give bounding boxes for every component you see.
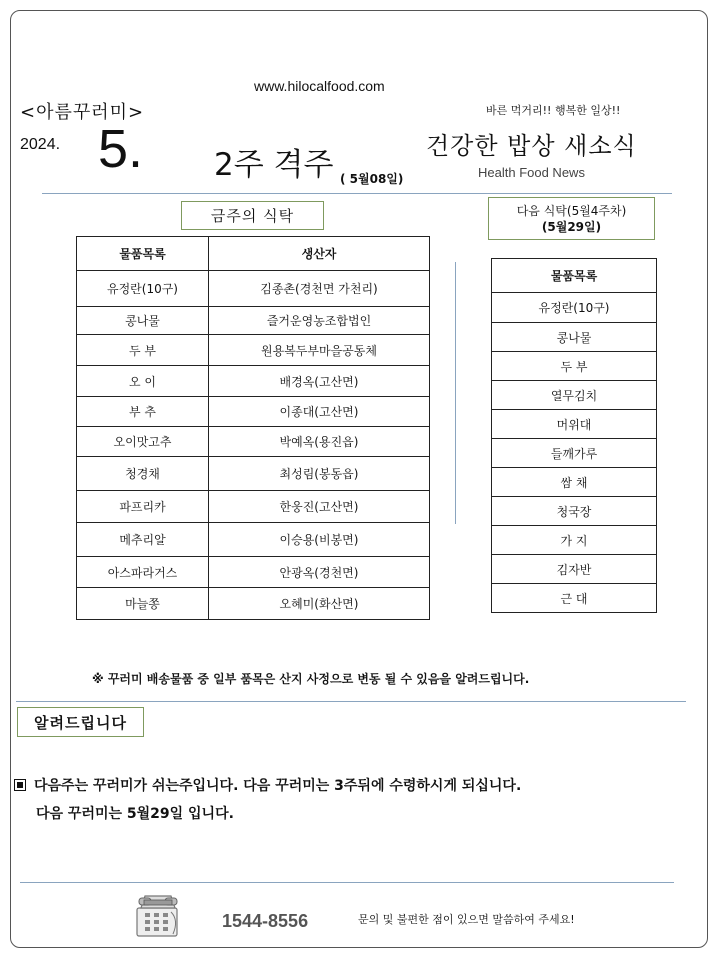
item-cell: 오이맛고추 (77, 427, 209, 457)
section-divider (16, 701, 686, 702)
item-cell: 두 부 (492, 352, 657, 381)
table-row (492, 526, 657, 555)
item-cell: 들깨가루 (492, 439, 657, 468)
issue-title: 2주 격주 (214, 147, 334, 183)
telephone-icon (135, 890, 181, 940)
item-cell: 오 이 (77, 366, 209, 397)
item-cell: 콩나물 (492, 323, 657, 352)
table-header-row (77, 237, 430, 271)
item-cell: 콩나물 (77, 307, 209, 335)
announcement-line-2: 다음 꾸러미는 5월29일 입니다. (36, 806, 234, 822)
item-cell: 파프리카 (77, 491, 209, 523)
news-title: 건강한 밥상 새소식 (426, 132, 637, 160)
table-row (77, 557, 430, 588)
column-header-item: 물품목록 (77, 237, 209, 271)
producer-cell: 한웅진(고산면) (209, 491, 430, 523)
next-week-label: 다음 식탁(5월4주차) (516, 203, 627, 218)
news-subtitle: Health Food News (478, 165, 585, 180)
item-cell: 머위대 (492, 410, 657, 439)
item-cell: 아스파라거스 (77, 557, 209, 588)
producer-cell: 원용복두부마을공동체 (209, 335, 430, 366)
next-week-date: (5월29일) (541, 219, 602, 234)
table-row (77, 307, 430, 335)
table-row (77, 366, 430, 397)
item-cell: 열무김치 (492, 381, 657, 410)
table-row (492, 468, 657, 497)
contact-text: 문의 및 불편한 점이 있으면 말씀하여 주세요! (358, 913, 575, 926)
item-cell: 가 지 (492, 526, 657, 555)
producer-cell: 오혜미(화산면) (209, 588, 430, 620)
this-week-label: 금주의 식탁 (181, 201, 324, 230)
table-row (77, 491, 430, 523)
issue-date: ( 5월08일) (340, 172, 404, 186)
column-header-item: 물품목록 (492, 259, 657, 293)
item-cell: 두 부 (77, 335, 209, 366)
item-cell: 부 추 (77, 397, 209, 427)
table-row (492, 293, 657, 323)
item-cell: 메추리알 (77, 523, 209, 557)
table-row (77, 397, 430, 427)
header-divider (42, 193, 672, 194)
item-cell: 쌈 채 (492, 468, 657, 497)
column-header-producer: 생산자 (209, 237, 430, 271)
brand-name: <아름꾸러미> (20, 102, 145, 123)
producer-cell: 이승용(비봉면) (209, 523, 430, 557)
item-cell: 김자반 (492, 555, 657, 584)
bullet-square-icon (14, 779, 26, 791)
next-week-table (491, 258, 657, 613)
producer-cell: 즐거운영농조합법인 (209, 307, 430, 335)
next-week-label-box (488, 197, 655, 240)
website-url[interactable]: www.hilocalfood.com (254, 78, 385, 94)
table-row (77, 335, 430, 366)
producer-cell: 안광옥(경천면) (209, 557, 430, 588)
column-divider (455, 262, 456, 524)
producer-cell: 박예옥(용진읍) (209, 427, 430, 457)
producer-cell: 배경옥(고산면) (209, 366, 430, 397)
item-cell: 근 대 (492, 584, 657, 613)
issue-year: 2024. (20, 136, 61, 153)
table-row (77, 457, 430, 491)
table-row (492, 381, 657, 410)
table-row (492, 410, 657, 439)
announcement-line-1-text: 다음주는 꾸러미가 쉬는주입니다. 다음 꾸러미는 3주뒤에 수령하시게 되십니다. (34, 778, 522, 794)
this-week-table (76, 236, 430, 620)
table-header-row (492, 259, 657, 293)
table-row (77, 523, 430, 557)
table-row (492, 584, 657, 613)
footer-divider (20, 882, 674, 883)
producer-cell: 김종촌(경천면 가천리) (209, 271, 430, 307)
table-row (492, 323, 657, 352)
notice-text: ※ 꾸러미 배송물품 중 일부 품목은 산지 사정으로 변동 될 수 있음을 알려드립니다. (92, 672, 530, 686)
issue-month: 5. (98, 119, 144, 179)
slogan: 바른 먹거리!! 행복한 일상!! (486, 104, 621, 117)
item-cell: 청국장 (492, 497, 657, 526)
item-cell: 유정란(10구) (77, 271, 209, 307)
phone-number[interactable]: 1544-8556 (222, 911, 309, 931)
table-row (77, 588, 430, 620)
item-cell: 청경채 (77, 457, 209, 491)
table-row (77, 427, 430, 457)
producer-cell: 이종대(고산면) (209, 397, 430, 427)
table-row (492, 555, 657, 584)
item-cell: 마늘쫑 (77, 588, 209, 620)
announcement-line-1 (14, 775, 521, 795)
producer-cell: 최성림(봉동읍) (209, 457, 430, 491)
table-row (492, 352, 657, 381)
table-row (492, 497, 657, 526)
announcement-label: 알려드립니다 (17, 707, 144, 737)
table-row (77, 271, 430, 307)
item-cell: 유정란(10구) (492, 293, 657, 323)
table-row (492, 439, 657, 468)
